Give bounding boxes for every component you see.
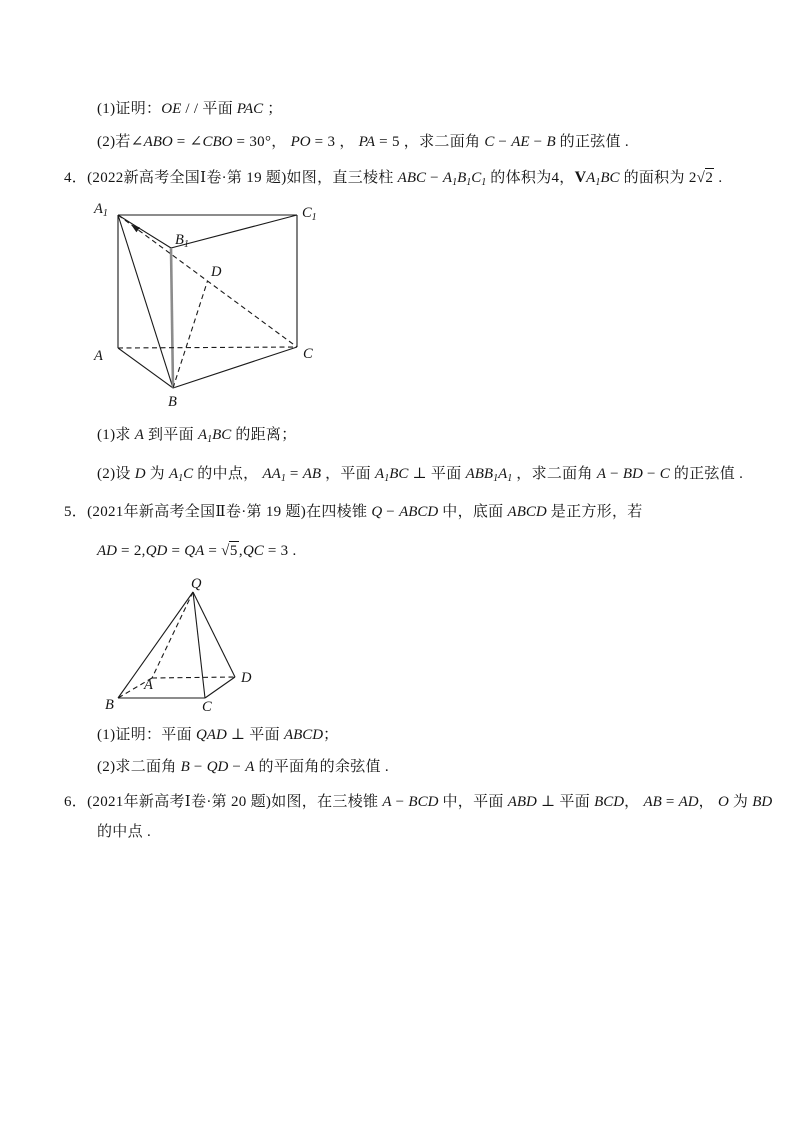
pyramid-figure [95,578,263,723]
problem-5-stem: 5．(2021年新高考全国Ⅱ卷·第 19 题)在四棱锥 Q − ABCD 中，底面 ABCD 是正方形，若 [64,504,643,520]
vertex-label-a: A [94,348,103,364]
figure-edge-A1-B [118,215,173,388]
prev-problem-part2: (2)若∠ABO = ∠CBO = 30°， PO = 3 ， PA = 5 ，求二面角 C − AE − B 的正弦值 . [97,134,629,150]
figure-edge-A-D [152,677,235,678]
figure-edge-Q-D [193,592,235,677]
vertex-label-d: D [241,670,252,686]
figure-edge-B1-C1 [171,215,297,248]
vertex-label-b: B [105,697,114,713]
prev-problem-part1: (1)证明：OE / / 平面 PAC ； [97,101,283,117]
vertex-label-c: C [303,346,313,362]
vertex-label-b: B [168,394,177,410]
figure-edge-Q-C [193,592,205,698]
figure-edge-B1-B [171,248,173,388]
figure-edge-A1-B1 [118,215,171,248]
vertex-label-d: D [211,264,222,280]
figure-edge-B-D [173,281,208,388]
figure-edge-A-B [118,348,173,388]
vertex-label-a: A [144,677,153,693]
square-root: √5 [221,543,238,559]
problem-5-part1: (1)证明：平面 QAD ⊥ 平面 ABCD； [97,727,339,743]
problem-6-stem: 6．(2021年新高考Ⅰ卷·第 20 题)如图，在三棱锥 A − BCD 中，平面 ABD ⊥ 平面 BCD， AB = AD， O 为 BD [64,794,773,810]
figure-edge-B-C [173,347,297,388]
vertex-label-q: Q [191,576,202,592]
problem-5-part2: (2)求二面角 B − QD − A 的平面角的余弦值 . [97,759,389,775]
vertex-label-c: C [202,699,212,715]
problem-4-part2: (2)设 D 为 $A_1C$ 的中点， $AA_1$ = AB ，平面 $A_1BC$ ⊥ 平面 $ABB_1A_1$ ，求二面角 A − BD − C 的正弦值 . [97,466,744,484]
vertex-label-a1: $A_1$ [94,201,108,219]
prism-figure [85,195,357,423]
problem-5-givens: AD = 2,QD = QA = √5 ,QC = 3 . [97,543,297,559]
figure-edge-C-D [205,677,235,698]
problem-4-stem: 4．(2022新高考全国Ⅰ卷·第 19 题)如图，直三棱柱 ABC − $A_1B_1C_1$ 的体积为4，$VA_1BC$ 的面积为 2√2 . [64,169,723,188]
problem-4-part1: (1)求 A 到平面 $A_1BC$ 的距离； [97,427,297,445]
figure-edge-Q-B [118,592,193,698]
vertex-label-c1: $C_1$ [302,205,317,223]
square-root: √2 [696,170,713,186]
vertex-label-b1: $B_1$ [175,232,189,250]
figure-edge-A-C [118,347,297,348]
figure-edge-Q-A [152,592,193,678]
problem-6-stem-cont: 的中点 . [97,824,152,840]
